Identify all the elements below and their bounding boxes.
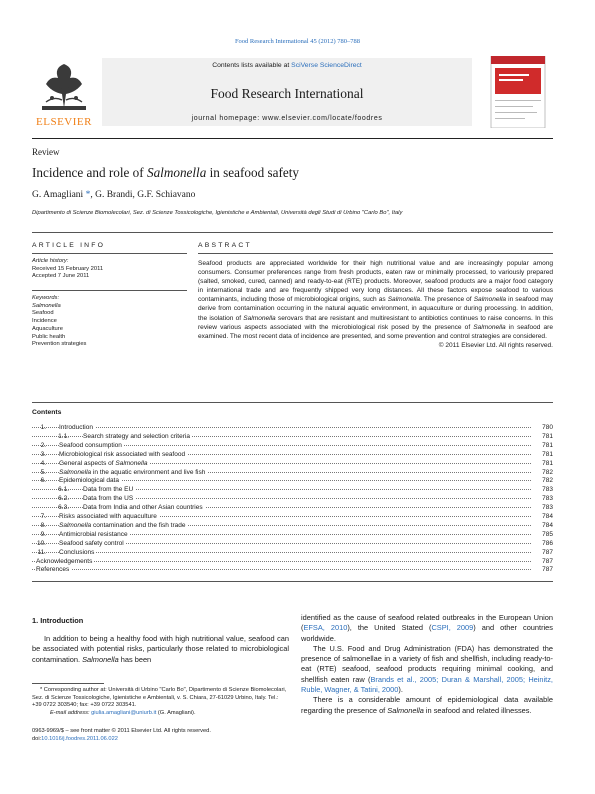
- toc-title: Data from the US: [83, 495, 134, 503]
- keywords-block: Keywords: Salmonella Seafood Incidence Aquaculture Public health Prevention strategies: [32, 295, 187, 349]
- reference-link[interactable]: EFSA, 2010: [303, 623, 348, 633]
- toc-title: General aspects of Salmonella: [59, 459, 148, 467]
- abstract-text: Seafood products are appreciated worldwide for their high nutritional value and are increasingly popular among consumers. Consumer preferences range from fresh products, eaten raw or minimally processed, to variously prepared (salted, smoked, cured, canned) and ready-to-eat (RTE) products. Moreover, seafood products are a major food category in international trade and are frequently shipped very long distances. All these factors expose seafood to various contaminants, including those of microbiological origins, such as Salmonella. The presence of Salmonella in seafood may derive from contamination occurring in the natural aquatic environment, in aquaculture or during processing. In addition, the isolation of Salmonella serovars that are resistant and multiresistant to antibiotics continues to raise concerns. In this review various aspects associated with the microbiological risk posed by the presence of Salmonella in seafood are examined. The most recent data of incidence are presented, and some prevention and control strategies are considered. © 2011 Elsevier Ltd. All rights reserved.: [198, 260, 554, 349]
- toc-title: Epidemiological data: [59, 477, 119, 485]
- article-info-heading: ARTICLE INFO: [32, 242, 106, 249]
- toc-number: 6.: [40, 477, 46, 485]
- toc-number: 7.: [40, 513, 46, 520]
- journal-title: Food Research International: [210, 86, 364, 101]
- toc-title: Data from the EU: [83, 486, 134, 494]
- toc-page-number: 787: [533, 549, 553, 556]
- keyword: Prevention strategies: [32, 341, 87, 348]
- contents-bottom-rule: [32, 581, 553, 582]
- elsevier-logo: [32, 58, 96, 130]
- toc-page-number: 783: [533, 495, 553, 502]
- toc-page-number: 781: [533, 451, 553, 458]
- toc-leader-dots: [32, 427, 531, 428]
- toc-page-number: 781: [533, 460, 553, 467]
- reference-link[interactable]: CSPI, 2009: [431, 623, 474, 633]
- toc-entry[interactable]: [32, 504, 553, 513]
- toc-entry[interactable]: [32, 522, 553, 531]
- abstract-bottom-rule: [32, 402, 553, 403]
- toc-number: 1.1.: [58, 432, 69, 440]
- toc-number: 9.: [40, 530, 46, 538]
- toc-number: 11.: [37, 548, 46, 556]
- info-rule: [32, 253, 187, 254]
- toc-page-number: 782: [533, 469, 553, 476]
- toc-title: References: [36, 566, 70, 574]
- keywords-rule: [32, 290, 187, 291]
- contents-heading: Contents: [32, 409, 62, 416]
- article-title: Incidence and role of Salmonella in seafood safety: [32, 165, 299, 180]
- sciencedirect-link[interactable]: SciVerse ScienceDirect: [291, 62, 362, 69]
- toc-page-number: 784: [533, 513, 553, 520]
- toc-title: Salmonella in the aquatic environment and live fish: [59, 468, 206, 476]
- toc-title: Search strategy and selection criteria: [83, 432, 190, 440]
- toc-entry[interactable]: [32, 477, 553, 486]
- toc-number: 6.1.: [58, 486, 69, 494]
- front-matter: 0963-9969/$ – see front matter © 2011 Elsevier Ltd. All rights reserved. doi:10.1016/j.foodres.2011.06.022: [32, 728, 211, 742]
- author-list: G. Amagliani *, G. Brandi, G.F. Schiavano: [32, 190, 196, 200]
- toc-page-number: 781: [533, 442, 553, 449]
- article-history: Article history: Received 15 February 2011 Accepted 7 June 2011: [32, 258, 104, 280]
- toc-entry[interactable]: [32, 549, 553, 558]
- toc-page-number: 787: [533, 558, 553, 565]
- abstract-heading: ABSTRACT: [198, 242, 252, 249]
- toc-page-number: 785: [533, 531, 553, 538]
- toc-title: Microbiological risk associated with seafood: [59, 450, 186, 458]
- journal-citation[interactable]: Food Research International 45 (2012) 780–788: [234, 38, 361, 45]
- corresponding-author-mark[interactable]: *: [85, 190, 91, 200]
- toc-entry[interactable]: [32, 424, 553, 433]
- toc-page-number: 782: [533, 477, 553, 484]
- toc-title: Risks associated with aquaculture: [59, 513, 157, 520]
- toc-entry[interactable]: [32, 540, 553, 549]
- elsevier-wordmark: ELSEVIER: [36, 116, 92, 128]
- header-rule: [32, 138, 553, 139]
- toc-page-number: 783: [533, 486, 553, 493]
- toc-number: 8.: [40, 521, 46, 529]
- toc-number: 2.: [40, 441, 46, 449]
- toc-number: 3.: [40, 450, 46, 458]
- corresponding-author-footnote: * Corresponding author at: Università di Urbino "Carlo Bo", Dipartimento di Scienze Biomolecolari, Sez. di Scienze Tossicologiche, Igienistiche e Ambientali, v. S. Chiara, 27-61029 Urbino, Italy. Tel.: +39 0722 303540; fax: +39 0722 303541. E-mail address: giulia.amagliani@uniurb.it (G. Amagliani).: [32, 687, 287, 717]
- body-right-column: identified as the cause of seafood related outbreaks in the European Union (EFSA, 2010), the United Stated (CSPI, 2009) and other countries worldwide. The U.S. Food and Drug Administration (FDA) has demonstrated the presence of salmonellae in a variety of fish and shellfish, including ready-to-eat (RTE) seafood, seafood products requiring minimal cooking, and shellfish eaten raw (Brands et al., 2005; Duran & Marshall, 2005; Heinitz, Ruble, Wagner, & Tatini, 2000). There is a considerable amount of epidemiological data available regarding the presence of Salmonella in seafood and related illnesses.: [301, 613, 553, 715]
- toc-page-number: 780: [533, 424, 553, 431]
- toc-entry[interactable]: [32, 495, 553, 504]
- toc-entry[interactable]: [32, 442, 553, 451]
- toc-page-number: 786: [533, 540, 553, 547]
- contents-available-line: Contents lists available at SciVerse ScienceDirect: [212, 62, 362, 69]
- toc-entry[interactable]: [32, 513, 553, 522]
- toc-title: Data from India and other Asian countries: [83, 504, 203, 512]
- affiliation: Dipartimento di Scienze Biomolecolari, Sez. di Scienze Tossicologiche, Igienistiche e Ambientali, Università degli Studi di Urbino "Carlo Bo", Italy: [32, 210, 403, 216]
- journal-homepage[interactable]: journal homepage: www.elsevier.com/locate/foodres: [191, 115, 383, 122]
- journal-cover-thumbnail: [481, 56, 555, 128]
- toc-entry[interactable]: [32, 531, 553, 540]
- toc-number: 6.3.: [58, 504, 69, 512]
- toc-entry[interactable]: [32, 486, 553, 495]
- toc-entry[interactable]: [32, 558, 553, 567]
- toc-title: Seafood safety control: [59, 539, 124, 547]
- toc-entry[interactable]: [32, 469, 553, 478]
- toc-page-number: 784: [533, 522, 553, 529]
- keyword: Public health: [32, 333, 66, 340]
- email-link[interactable]: giulia.amagliani@uniurb.it: [91, 710, 157, 717]
- toc-leader-dots: [32, 569, 531, 570]
- toc-entry[interactable]: [32, 433, 553, 442]
- toc-title: Antimicrobial resistance: [59, 530, 128, 538]
- article-type: Review: [32, 147, 60, 157]
- abstract-rule: [198, 253, 553, 254]
- toc-number: 4.: [40, 459, 46, 467]
- toc-number: 1.: [40, 424, 46, 431]
- toc-title: Acknowledgements: [36, 557, 93, 565]
- toc-page-number: 781: [533, 433, 553, 440]
- toc-title: Conclusions: [59, 548, 95, 556]
- keyword: Seafood: [32, 310, 54, 317]
- toc-entry[interactable]: [32, 451, 553, 460]
- keyword: Salmonella: [32, 302, 61, 309]
- toc-entry[interactable]: [32, 460, 553, 469]
- toc-leader-dots: [32, 552, 531, 553]
- toc-page-number: 787: [533, 566, 553, 573]
- title-rule: [32, 232, 553, 233]
- footnote-rule: [32, 683, 104, 684]
- toc-entry[interactable]: [32, 566, 553, 575]
- toc-title: Salmonella contamination and the fish trade: [59, 521, 186, 529]
- reference-link[interactable]: Brands et al., 2005; Duran & Marshall, 2005; Heinitz, Ruble, Wagner, & Tatini, 2000: [301, 674, 553, 695]
- toc-title: Introduction: [59, 424, 93, 431]
- toc-title: Seafood consumption: [59, 441, 122, 449]
- section-heading: 1. Introduction: [32, 616, 84, 625]
- body-paragraph: In addition to being a healthy food with high nutritional value, seafood can be associated with potential risks, particularly those related to microbiological contamination. Salmonella has been: [32, 634, 289, 664]
- copyright-notice: © 2011 Elsevier Ltd. All rights reserved.: [438, 341, 553, 349]
- doi-link[interactable]: 10.1016/j.foodres.2011.06.022: [41, 736, 118, 742]
- toc-number: 10.: [36, 539, 46, 547]
- toc-number: 5.: [40, 468, 46, 476]
- toc-page-number: 783: [533, 504, 553, 511]
- keyword: Aquaculture: [32, 325, 63, 332]
- toc-leader-dots: [32, 561, 531, 562]
- keyword: Incidence: [32, 318, 57, 325]
- toc-number: 6.2.: [58, 495, 69, 503]
